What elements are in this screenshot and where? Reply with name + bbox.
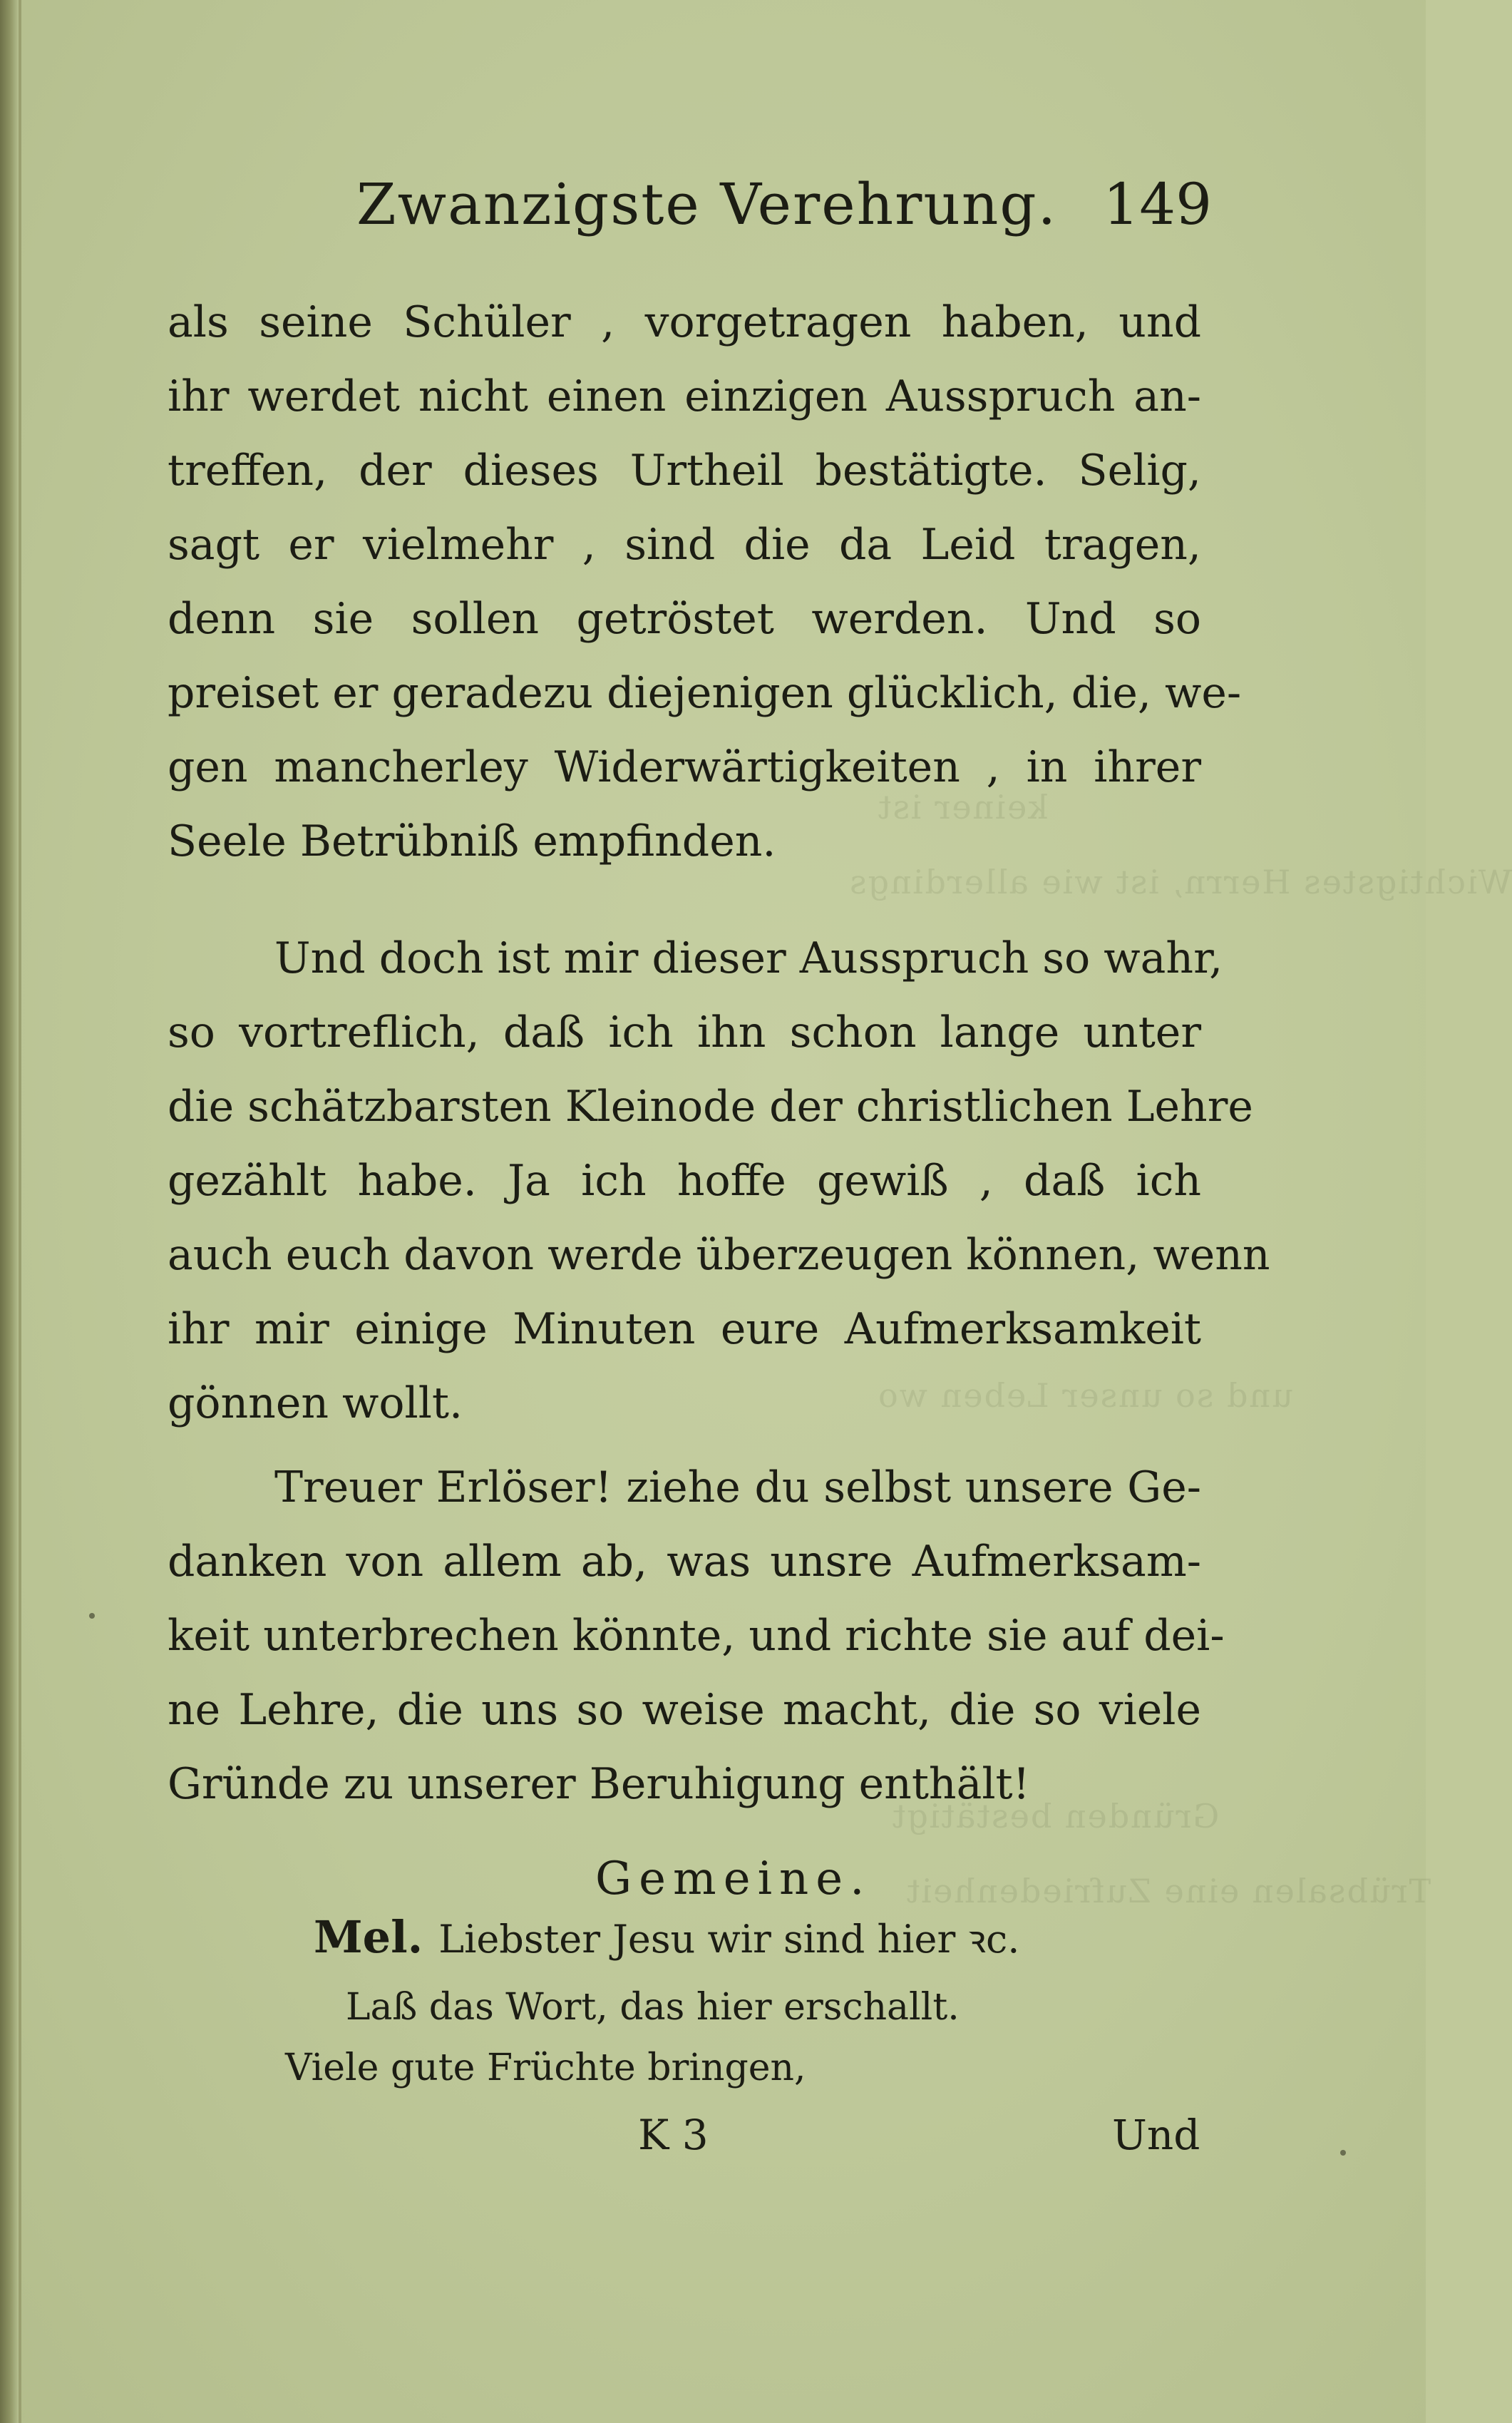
page-spine-edge [0, 0, 19, 2423]
hymn-line: Viele gute Früchte bringen, [285, 2047, 806, 2089]
melody-line [314, 1911, 1019, 1964]
bleed-through-text: Wichtigstes Herrn, ist wie allerdings [848, 863, 1512, 901]
paragraph [168, 1450, 1225, 1821]
gutter-line [19, 0, 21, 2423]
bleed-through-text: und so unser Leben wo [877, 1376, 1293, 1415]
page-number: 149 [1103, 171, 1212, 237]
text-line: Treuer Erlöser! ziehe du selbst unsere Ge- [274, 1462, 1201, 1512]
text-line: die schätzbarsten Kleinode der christlichen Lehre [168, 1082, 1253, 1132]
bleed-through-text: keiner ist [877, 788, 1049, 826]
bleed-through-text: Trübsalen eine Zufriedenheit [905, 1872, 1431, 1910]
text-line: preiset er geradezu diejenigen glücklich, die, we- [168, 668, 1242, 718]
text-line: keit unterbrechen könnte, und richte sie auf dei- [168, 1611, 1225, 1661]
text-line: ne Lehre, die uns so weise macht, die so viele [168, 1685, 1201, 1735]
melody-text: Liebster Jesu wir sind hier ꝛc. [438, 1917, 1020, 1962]
text-line: so vortreflich, daß ich ihn schon lange unter [168, 1008, 1201, 1057]
running-title: Zwanzigste Verehrung. [356, 171, 1058, 237]
text-line: Gründe zu unserer Beruhigung enthält! [168, 1759, 1030, 1809]
paper-speck [89, 1613, 95, 1619]
text-line: treffen, der dieses Urtheil bestätigte. Selig, [168, 446, 1201, 496]
text-line: Seele Betrübniß empfinden. [168, 816, 776, 866]
signature-mark: K 3 [638, 2111, 709, 2159]
text-line: danken von allem ab, was unsre Aufmerksam- [168, 1537, 1201, 1587]
paragraph [168, 285, 1242, 878]
text-line: gen mancherley Widerwärtigkeiten , in ihrer [168, 742, 1201, 792]
text-line: Und doch ist mir dieser Ausspruch so wahr, [274, 933, 1223, 983]
text-line: gönnen wollt. [168, 1378, 463, 1428]
hymn-line: Laß das Wort, das hier erschallt. [346, 1986, 960, 2029]
running-header [356, 171, 1212, 250]
text-line: ihr mir einige Minuten eure Aufmerksamkeit [168, 1304, 1201, 1354]
text-line: denn sie sollen getröstet werden. Und so [168, 594, 1201, 644]
text-line: sagt er vielmehr , sind die da Leid tragen, [168, 520, 1201, 570]
body-text [168, 285, 1270, 1821]
section-heading: Gemeine. [595, 1853, 872, 1905]
text-line: gezählt habe. Ja ich hoffe gewiß , daß ich [168, 1156, 1201, 1206]
text-line: als seine Schüler , vorgetragen haben, und [168, 297, 1201, 347]
text-line: auch euch davon werde überzeugen können, wenn [168, 1230, 1270, 1280]
melody-label: Mel. [314, 1911, 423, 1963]
paragraph [168, 921, 1270, 1440]
catchword: Und [1112, 2111, 1200, 2159]
text-line: ihr werdet nicht einen einzigen Ausspruch an- [168, 372, 1201, 421]
paragraph-gap [168, 878, 1201, 921]
bleed-through-text: Gründen bestätigt [891, 1797, 1220, 1835]
paper-speck [1340, 2150, 1346, 2156]
paragraph-gap [168, 1440, 1201, 1450]
